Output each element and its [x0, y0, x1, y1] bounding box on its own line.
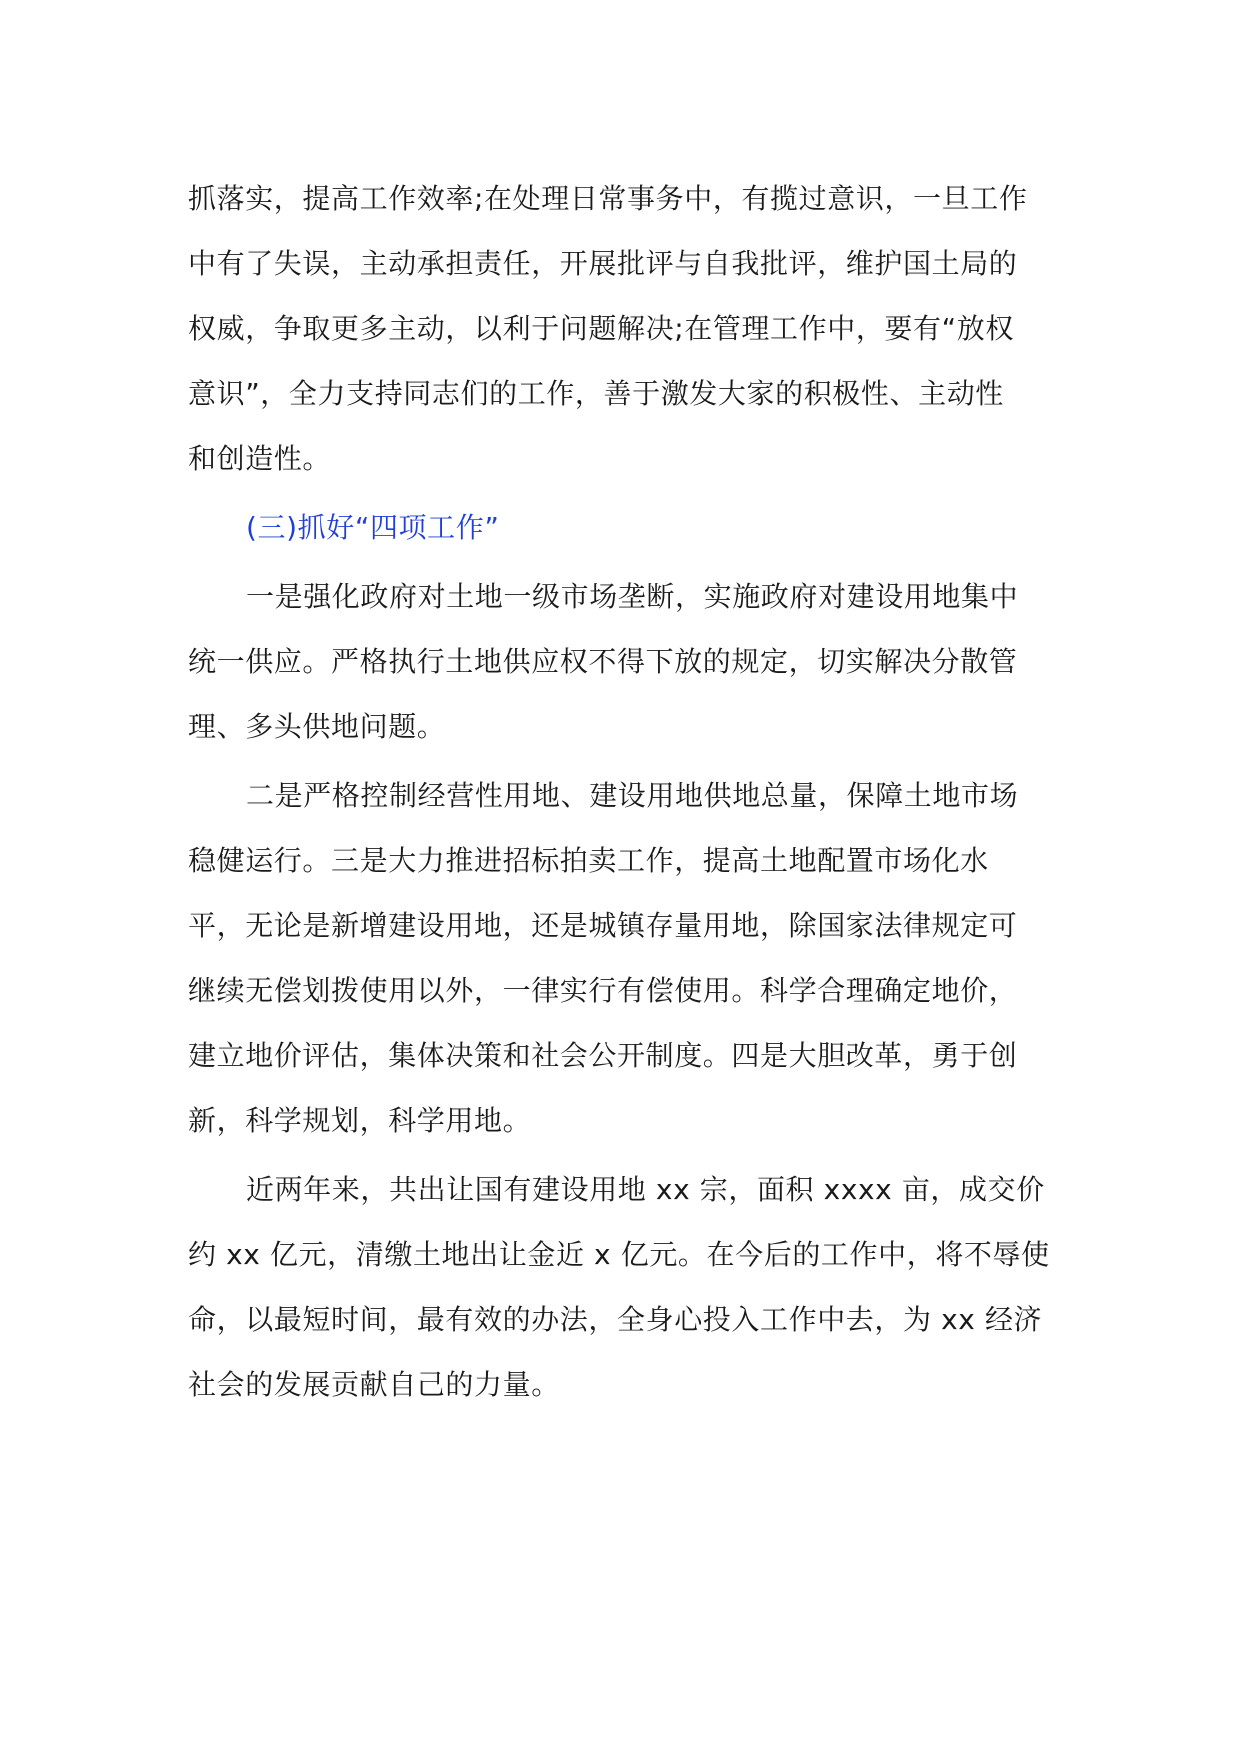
paragraph-line: 命，以最短时间，最有效的办法，全身心投入工作中去，为 xx 经济 [188, 1303, 1043, 1336]
paragraph-line: 中有了失误，主动承担责任，开展批评与自我批评，维护国土局的 [188, 247, 1018, 280]
section-heading: (三)抓好“四项工作” [246, 511, 500, 544]
paragraph-line: 统一供应。严格执行土地供应权不得下放的规定，切实解决分散管 [188, 645, 1018, 678]
paragraph-line: 平，无论是新增建设用地，还是城镇存量用地，除国家法律规定可 [188, 909, 1018, 942]
paragraph-3 [188, 763, 1058, 1153]
paragraph-line: 抓落实，提高工作效率;在处理日常事务中，有揽过意识，一旦工作 [188, 182, 1028, 215]
paragraph-line: 稳健运行。三是大力推进招标拍卖工作，提高土地配置市场化水 [188, 844, 989, 877]
paragraph-4 [188, 1157, 1058, 1417]
document-body [188, 166, 1058, 1417]
paragraph-line: 意识”，全力支持同志们的工作，善于激发大家的积极性、主动性 [188, 377, 1004, 410]
paragraph-line: 新，科学规划，科学用地。 [188, 1104, 532, 1137]
paragraph-line: 一是强化政府对土地一级市场垄断，实施政府对建设用地集中 [246, 580, 1019, 613]
paragraph-line: 二是严格控制经营性用地、建设用地供地总量，保障土地市场 [246, 779, 1019, 812]
paragraph-line: 继续无偿划拨使用以外，一律实行有偿使用。科学合理确定地价， [188, 974, 1018, 1007]
paragraph-1 [188, 166, 1058, 491]
paragraph-line: 建立地价评估，集体决策和社会公开制度。四是大胆改革，勇于创 [188, 1039, 1018, 1072]
paragraph-line: 近两年来，共出让国有建设用地 xx 宗，面积 xxxx 亩，成交价 [246, 1173, 1045, 1206]
paragraph-line: 权威，争取更多主动，以利于问题解决;在管理工作中，要有“放权 [188, 312, 1014, 345]
paragraph-line: 社会的发展贡献自己的力量。 [188, 1368, 560, 1401]
paragraph-line: 和创造性。 [188, 442, 332, 475]
paragraph-line: 约 xx 亿元，清缴土地出让金近 x 亿元。在今后的工作中，将不辱使 [188, 1238, 1050, 1271]
paragraph-2 [188, 564, 1058, 759]
paragraph-line: 理、多头供地问题。 [188, 710, 446, 743]
